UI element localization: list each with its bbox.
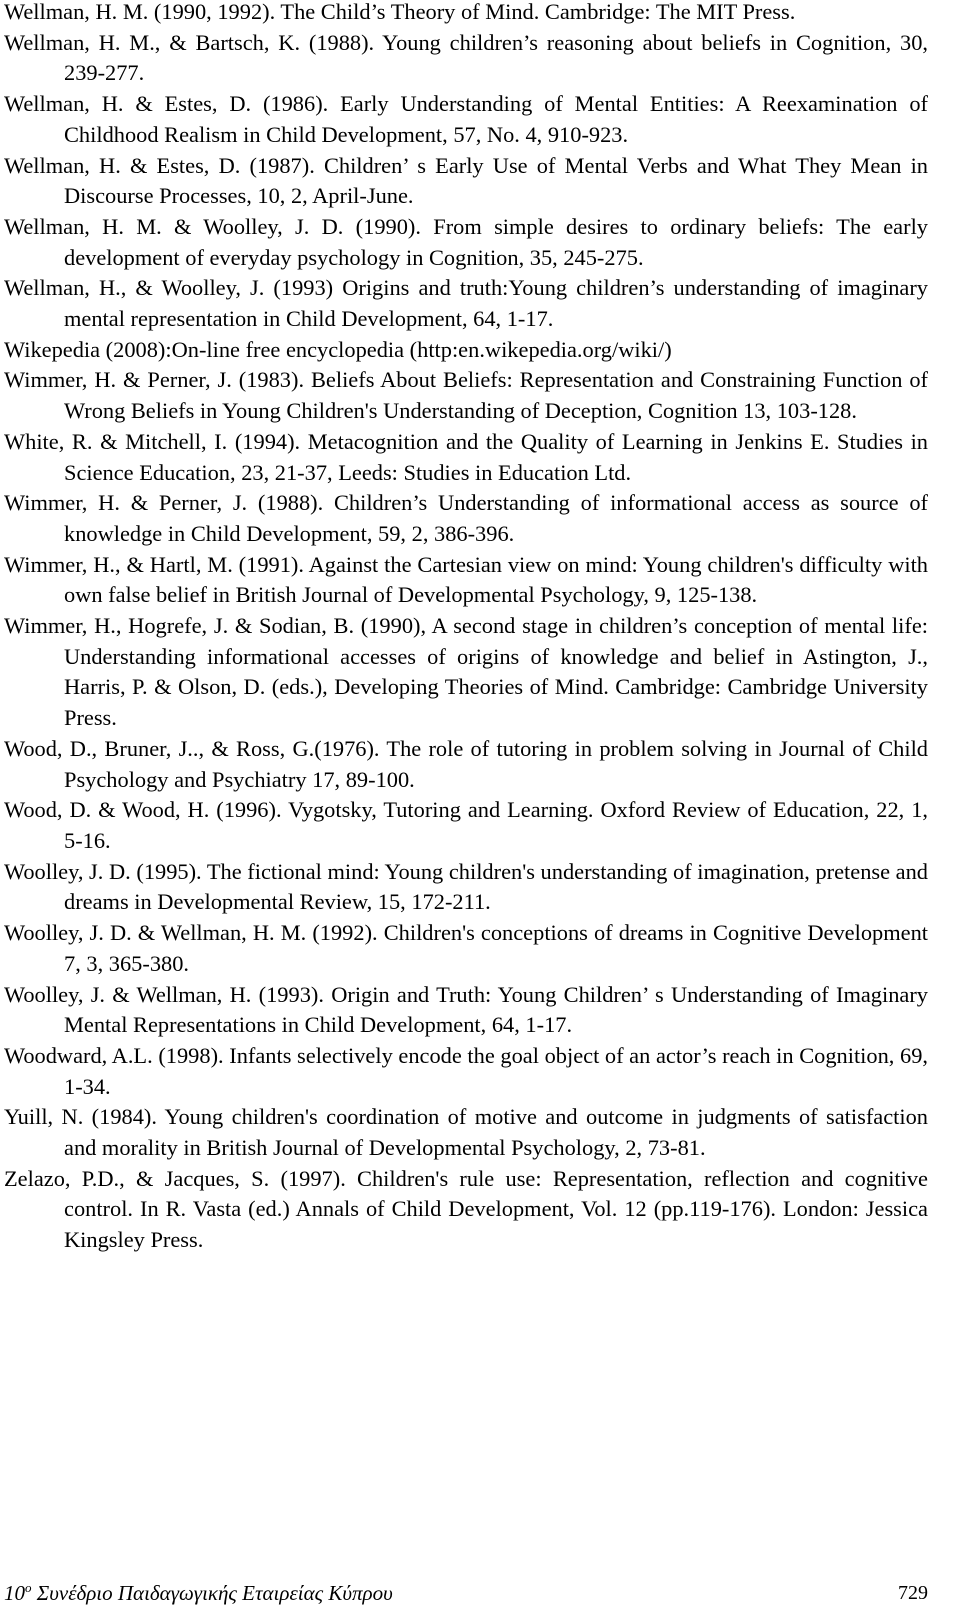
reference-entry: Woolley, J. D. (1995). The fictional mind: Young children's understanding of imagination, pretense and dreams in Developmental Review, 15, 172-211. — [4, 858, 928, 915]
page-number: 729 — [898, 1582, 928, 1604]
reference-entry: Wellman, H. M., & Bartsch, K. (1988). Young children’s reasoning about beliefs in Cognition, 30, 239-277. — [4, 29, 928, 86]
reference-entry: Wood, D., Bruner, J.., & Ross, G.(1976). The role of tutoring in problem solving in Journal of Child Psychology and Psychiatry 17, 89-100. — [4, 735, 928, 792]
reference-entry: Wellman, H. & Estes, D. (1987). Children’ s Early Use of Mental Verbs and What They Mean in Discourse Processes, 10, 2, April-June. — [4, 152, 928, 209]
page-footer — [4, 1578, 928, 1608]
reference-entry: Woodward, A.L. (1998). Infants selectively encode the goal object of an actor’s reach in Cognition, 69, 1-34. — [4, 1042, 928, 1099]
reference-entry: Yuill, N. (1984). Young children's coordination of motive and outcome in judgments of satisfaction and morality in British Journal of Developmental Psychology, 2, 73-81. — [4, 1104, 928, 1161]
reference-entry: Woolley, J. D. & Wellman, H. M. (1992). Children's conceptions of dreams in Cognitive Development 7, 3, 365-380. — [4, 920, 928, 976]
reference-entry: Wimmer, H., & Hartl, M. (1991). Against the Cartesian view on mind: Young children's difficulty with own false belief in British Journal of Developmental Psychology, 9, 125-138. — [4, 551, 928, 608]
conference-title — [4, 1578, 393, 1608]
reference-entry: Zelazo, P.D., & Jacques, S. (1997). Children's rule use: Representation, reflection and cognitive control. In R. Vasta (ed.) Annals of Child Development, Vol. 12 (pp.119-176). London: Jessica Kingsley Press. — [4, 1165, 928, 1253]
conference-name: Συνέδριο Παιδαγωγικής Εταιρείας Κύπρου — [36, 1581, 393, 1605]
reference-entry: Wikepedia (2008):On-line free encyclopedia (http:en.wikepedia.org/wiki/) — [4, 336, 672, 362]
reference-entry: Wimmer, H. & Perner, J. (1988). Children’s Understanding of informational access as source of knowledge in Child Development, 59, 2, 386-396. — [4, 490, 928, 546]
reference-entry: Wellman, H. M. (1990, 1992). The Child’s Theory of Mind. Cambridge: The MIT Press. — [4, 0, 796, 24]
conference-superscript: ο — [25, 1580, 32, 1595]
reference-entry: Wood, D. & Wood, H. (1996). Vygotsky, Tutoring and Learning. Oxford Review of Education, 22, 1, 5-16. — [4, 797, 928, 853]
reference-entry: Wellman, H. M. & Woolley, J. D. (1990). From simple desires to ordinary beliefs: The early development of everyday psychology in Cognition, 35, 245-275. — [4, 213, 928, 270]
reference-entry: White, R. & Mitchell, I. (1994). Metacognition and the Quality of Learning in Jenkins E. Studies in Science Education, 23, 21-37, Leeds: Studies in Education Ltd. — [4, 428, 928, 485]
reference-entry: Wimmer, H. & Perner, J. (1983). Beliefs About Beliefs: Representation and Constraining Function of Wrong Beliefs in Young Children's Understanding of Deception, Cognition 13, 103-128. — [4, 367, 928, 424]
reference-entry: Woolley, J. & Wellman, H. (1993). Origin and Truth: Young Children’ s Understanding of Imaginary Mental Representations in Child Development, 64, 1-17. — [4, 981, 928, 1038]
reference-entry: Wimmer, H., Hogrefe, J. & Sodian, B. (1990), A second stage in children’s conception of mental life: Understanding informational accesses of origins of knowledge and belief in Astington, J., Harris, P. & Olson, D. (eds.), Developing Theories of Mind. Cambridge: Cambridge University Press. — [4, 613, 928, 731]
conference-number: 10 — [4, 1581, 25, 1605]
reference-list — [4, 0, 928, 1256]
reference-entry: Wellman, H. & Estes, D. (1986). Early Understanding of Mental Entities: A Reexamination of Childhood Realism in Child Development, 57, No. 4, 910-923. — [4, 91, 928, 147]
reference-entry: Wellman, H., & Woolley, J. (1993) Origins and truth:Young children’s understanding of imaginary mental representation in Child Development, 64, 1-17. — [4, 275, 928, 332]
